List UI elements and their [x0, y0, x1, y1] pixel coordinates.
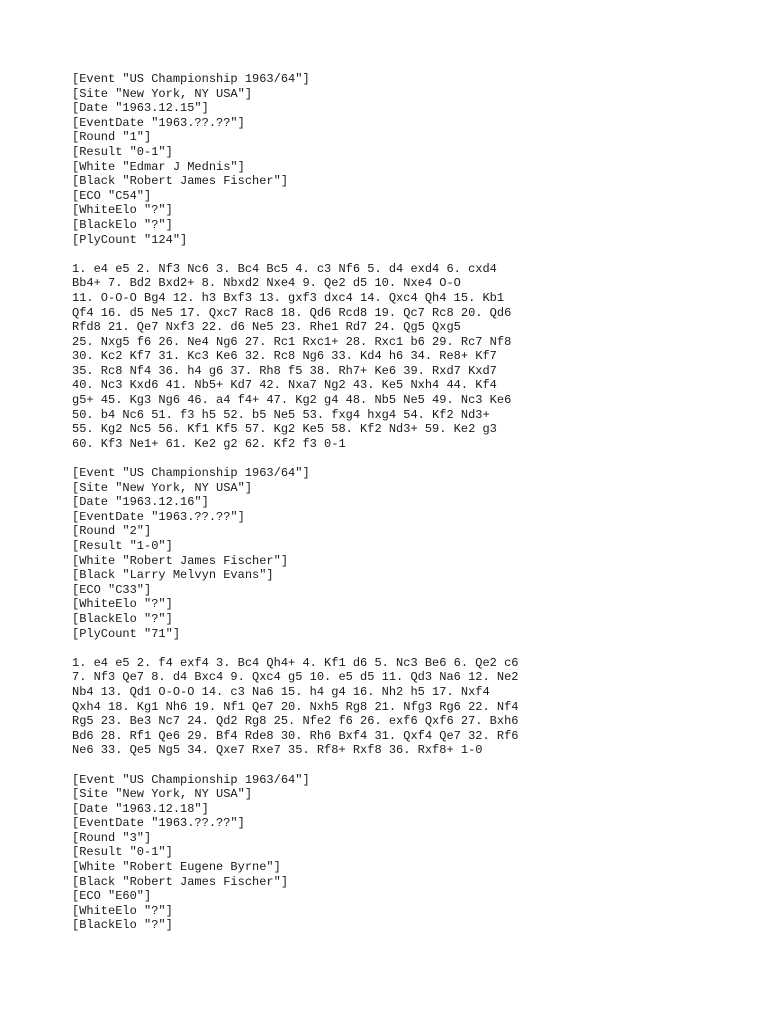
ply-count-tag: [PlyCount "71"]: [72, 626, 181, 641]
white-elo-tag: [WhiteElo "?"]: [72, 903, 173, 918]
date-tag: [Date "1963.12.16"]: [72, 495, 209, 510]
result-tag: [Result "0-1"]: [72, 144, 173, 159]
ply-count-tag: [PlyCount "124"]: [72, 232, 188, 247]
black-elo-tag: [BlackElo "?"]: [72, 217, 173, 232]
move-line: g5+ 45. Kg3 Ng6 46. a4 f4+ 47. Kg2 g4 48. Nb5 Ne5 49. Nc3 Ke6: [72, 393, 512, 408]
white-tag: [White "Robert Eugene Byrne"]: [72, 860, 281, 875]
site-tag: [Site "New York, NY USA"]: [72, 86, 253, 101]
round-tag: [Round "1"]: [72, 130, 152, 145]
black-elo-tag: [BlackElo "?"]: [72, 918, 173, 933]
move-line: 1. e4 e5 2. f4 exf4 3. Bc4 Qh4+ 4. Kf1 d6 5. Nc3 Be6 6. Qe2 c6: [72, 655, 519, 670]
result-tag: [Result "0-1"]: [72, 845, 173, 860]
move-line: Nb4 13. Qd1 O-O-O 14. c3 Na6 15. h4 g4 16. Nh2 h5 17. Nxf4: [72, 684, 490, 699]
move-line: Ne6 33. Qe5 Ng5 34. Qxe7 Rxe7 35. Rf8+ Rxf8 36. Rxf8+ 1-0: [72, 743, 483, 758]
site-tag: [Site "New York, NY USA"]: [72, 787, 253, 802]
game-headers: [72, 773, 692, 934]
move-line: Qxh4 18. Kg1 Nh6 19. Nf1 Qe7 20. Nxh5 Rg8 21. Nfg3 Rg6 22. Nf4: [72, 699, 519, 714]
round-tag: [Round "2"]: [72, 524, 152, 539]
game-1: [72, 72, 692, 451]
game-3: [72, 773, 692, 934]
event-date-tag: [EventDate "1963.??.??"]: [72, 816, 245, 831]
move-line: Bd6 28. Rf1 Qe6 29. Bf4 Rde8 30. Rh6 Bxf4 31. Qxf4 Qe7 32. Rf6: [72, 728, 519, 743]
pgn-document: [72, 72, 692, 933]
result-tag: [Result "1-0"]: [72, 539, 173, 553]
eco-tag: [ECO "E60"]: [72, 889, 152, 904]
move-line: 11. O-O-O Bg4 12. h3 Bxf3 13. gxf3 dxc4 14. Qxc4 Qh4 15. Kb1: [72, 290, 505, 305]
game-headers: [72, 466, 692, 641]
game-headers: [72, 72, 692, 247]
eco-tag: [ECO "C54"]: [72, 188, 152, 203]
move-line: 55. Kg2 Nc5 56. Kf1 Kf5 57. Kg2 Ke5 58. Kf2 Nd3+ 59. Ke2 g3: [72, 422, 497, 437]
black-elo-tag: [BlackElo "?"]: [72, 611, 173, 626]
game-moves: [72, 656, 692, 758]
move-line: 35. Rc8 Nf4 36. h4 g6 37. Rh8 f5 38. Rh7+ Ke6 39. Rxd7 Kxd7: [72, 363, 497, 378]
move-line: Qf4 16. d5 Ne5 17. Qxc7 Rac8 18. Qd6 Rcd8 19. Qc7 Rc8 20. Qd6: [72, 305, 512, 320]
site-tag: [Site "New York, NY USA"]: [72, 480, 253, 495]
date-tag: [Date "1963.12.15"]: [72, 101, 209, 116]
event-date-tag: [EventDate "1963.??.??"]: [72, 115, 245, 130]
event-tag: [Event "US Championship 1963/64"]: [72, 466, 310, 481]
game-2: [72, 466, 692, 758]
move-line: 40. Nc3 Kxd6 41. Nb5+ Kd7 42. Nxa7 Ng2 43. Ke5 Nxh4 44. Kf4: [72, 378, 497, 393]
move-line: Bb4+ 7. Bd2 Bxd2+ 8. Nbxd2 Nxe4 9. Qe2 d5 10. Nxe4 O-O: [72, 276, 461, 291]
black-tag: [Black "Robert James Fischer"]: [72, 874, 289, 889]
move-line: 50. b4 Nc6 51. f3 h5 52. b5 Ne5 53. fxg4 hxg4 54. Kf2 Nd3+: [72, 407, 490, 422]
move-line: 30. Kc2 Kf7 31. Kc3 Ke6 32. Rc8 Ng6 33. Kd4 h6 34. Re8+ Kf7: [72, 349, 497, 364]
date-tag: [Date "1963.12.18"]: [72, 801, 209, 816]
white-elo-tag: [WhiteElo "?"]: [72, 597, 173, 612]
white-tag: [White "Edmar J Mednis"]: [72, 159, 245, 174]
move-line: 7. Nf3 Qe7 8. d4 Bxc4 9. Qxc4 g5 10. e5 d5 11. Qd3 Na6 12. Ne2: [72, 670, 519, 685]
black-tag: [Black "Larry Melvyn Evans"]: [72, 568, 274, 583]
black-tag: [Black "Robert James Fischer"]: [72, 174, 289, 189]
event-tag: [Event "US Championship 1963/64"]: [72, 772, 310, 787]
move-line: 60. Kf3 Ne1+ 61. Ke2 g2 62. Kf2 f3 0-1: [72, 436, 346, 451]
move-line: Rg5 23. Be3 Nc7 24. Qd2 Rg8 25. Nfe2 f6 26. exf6 Qxf6 27. Bxh6: [72, 714, 519, 729]
event-tag: [Event "US Championship 1963/64"]: [72, 72, 310, 86]
eco-tag: [ECO "C33"]: [72, 582, 152, 597]
move-line: 1. e4 e5 2. Nf3 Nc6 3. Bc4 Bc5 4. c3 Nf6 5. d4 exd4 6. cxd4: [72, 261, 497, 276]
white-tag: [White "Robert James Fischer"]: [72, 553, 289, 568]
round-tag: [Round "3"]: [72, 830, 152, 845]
game-moves: [72, 262, 692, 452]
white-elo-tag: [WhiteElo "?"]: [72, 203, 173, 218]
move-line: 25. Nxg5 f6 26. Ne4 Ng6 27. Rc1 Rxc1+ 28. Rxc1 b6 29. Rc7 Nf8: [72, 334, 512, 349]
event-date-tag: [EventDate "1963.??.??"]: [72, 509, 245, 524]
move-line: Rfd8 21. Qe7 Nxf3 22. d6 Ne5 23. Rhe1 Rd7 24. Qg5 Qxg5: [72, 320, 461, 335]
